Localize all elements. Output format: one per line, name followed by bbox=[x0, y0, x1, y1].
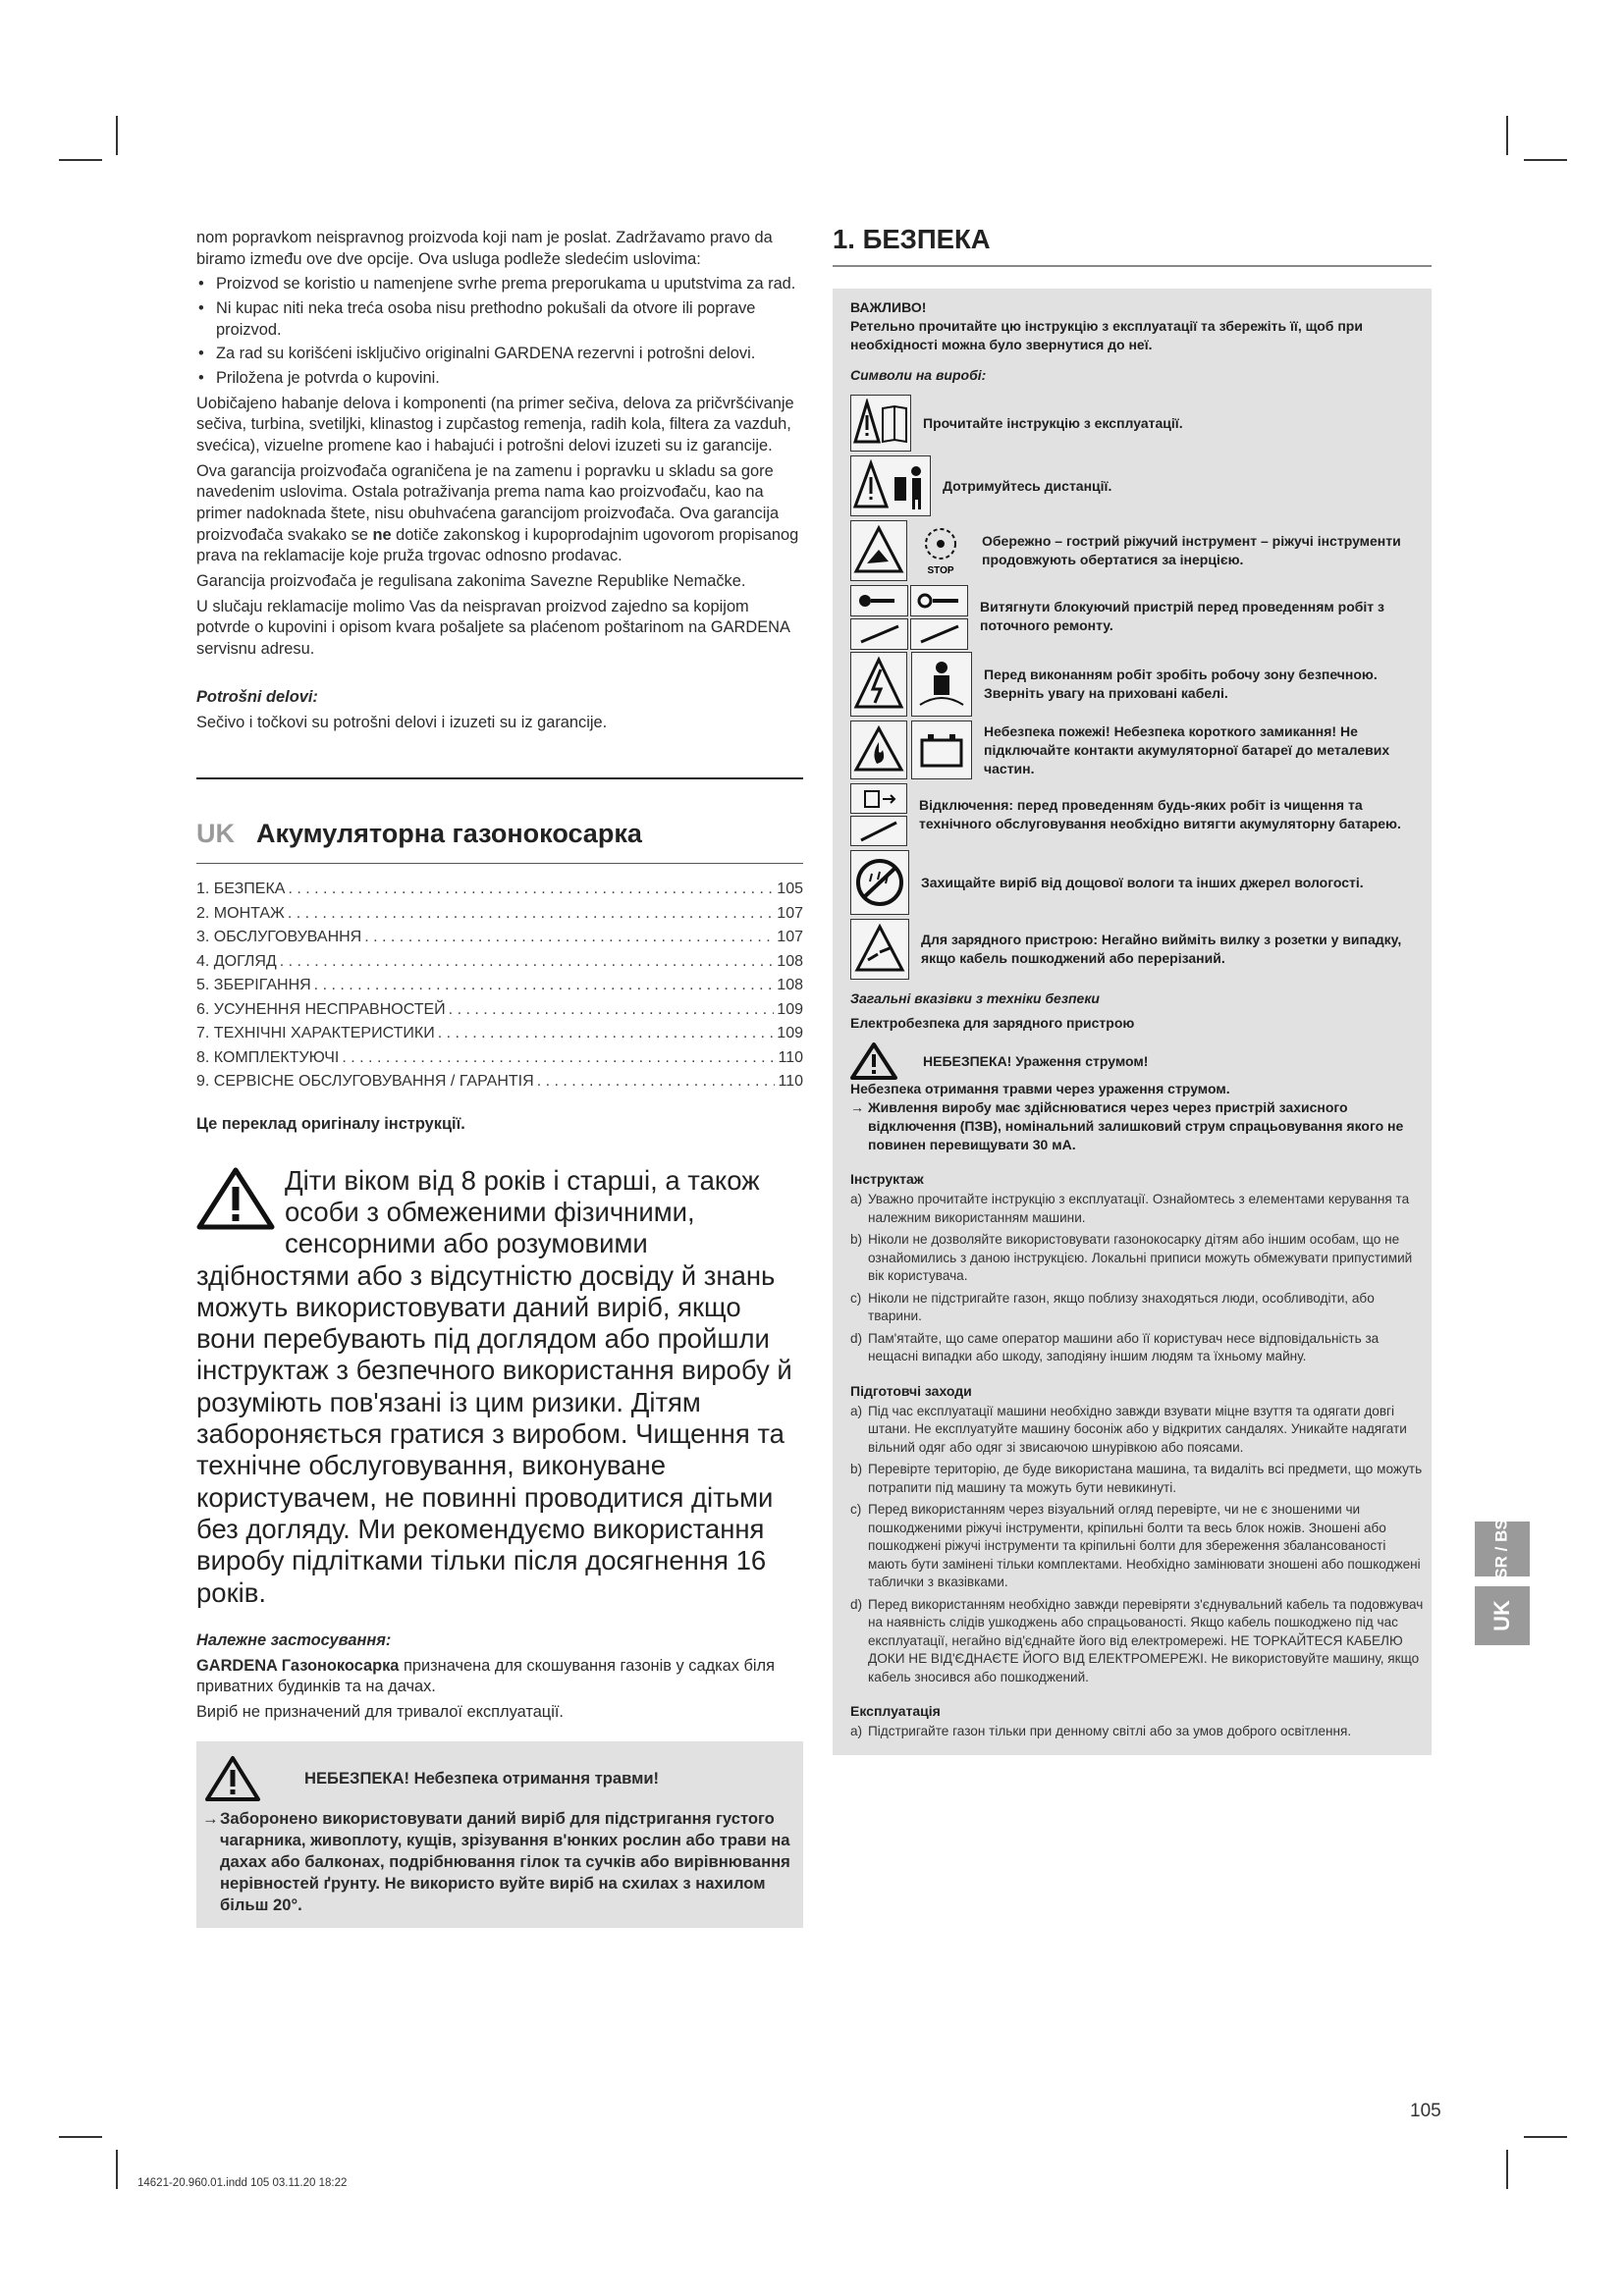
symbol-row: Відключення: перед проведенням будь-яких робіт із чищення та технічного обслуговування необхідно витягти акумуляторну батарею. bbox=[850, 783, 1424, 846]
crop-mark bbox=[1524, 159, 1567, 161]
sharp-blade-icon bbox=[850, 520, 907, 581]
symbol-row: Дотримуйтесь дистанції. bbox=[850, 455, 1424, 516]
crop-mark bbox=[59, 2136, 102, 2138]
list-item: b) Ніколи не дозволяйте використовувати газонокосарку дітям або іншим особам, що не ознайомились з даною інструкцією. Локальні приписи можуть обмежувати припустимий вік користувача. bbox=[850, 1232, 1413, 1284]
stop-blade-icon bbox=[911, 520, 970, 579]
list-item: • Ni kupac niti neka treća osoba nisu prethodno pokušali da otvore ili poprave proizvod. bbox=[196, 298, 803, 341]
page-number: 105 bbox=[1410, 2101, 1441, 2121]
toc-entry[interactable]: 6. УСУНЕННЯ НЕСПРАВНОСТЕЙ . . . 109 bbox=[196, 998, 803, 1023]
symbol-row: Захищайте виріб від дощової вологи та інших джерел вологості. bbox=[850, 850, 1424, 915]
section-divider bbox=[196, 777, 803, 779]
charger-plug-icon bbox=[850, 919, 909, 980]
list-item: a) Уважно прочитайте інструкцію з експлуатації. Ознайомтесь з елементами керування та належним використанням машини. bbox=[850, 1192, 1410, 1225]
tab-sr-bs[interactable]: SR / BS bbox=[1475, 1522, 1530, 1576]
toc-entry[interactable]: 5. ЗБЕРІГАННЯ . . . 108 bbox=[196, 974, 803, 998]
shock-item: → Живлення виробу має здійснюватися через через пристрій захисного відключення (ПЗВ), номінальний залишковий струм спрацьовування якого не повинен перевищувати 30 мА. bbox=[850, 1099, 1404, 1153]
important-label: ВАЖЛИВО! bbox=[850, 299, 927, 315]
toc-entry[interactable]: 9. СЕРВІСНЕ ОБСЛУГОВУВАННЯ / ГАРАНТІЯ . . . 110 bbox=[196, 1070, 803, 1095]
list-item: b) Перевірте територію, де буде використана машина, та видаліть всі предмети, що можуть потрапити під машину та можуть бути невикинуті. bbox=[850, 1462, 1423, 1495]
product-title: Акумуляторна газонокосарка bbox=[256, 818, 642, 848]
list-item: d) Перед використанням необхідно завжди перевіряти з'єднувальний кабель та подовжувач на наявність слідів ушкоджень або спрацьованості. Якщо кабель пошкоджено під час експлуатації, негайно від'єднайте його від електромережі. НЕ ТОРКАЙТЕСЯ КАБЕЛЮ ДОКИ НЕ ВІД'ЄДНАЄТЕ ЙОГО ВІД ЕЛЕКТРОМЕРЕЖІ. Не використовуйте машину, якщо кабель зносився або пошкоджений. bbox=[850, 1596, 1424, 1684]
intended-use-title: Належне застосування: bbox=[196, 1630, 392, 1649]
children-warning: Діти віком від 8 років і старші, а також особи з обмеженими фізичними, сенсорними або розумовими здібностями або з відсутністю досвіду й знань можуть використовувати даний виріб, якщо вони перебувають під доглядом або пройшли інструктаж з безпечного використання виробу й розуміють пов'язані із цим ризики. Дітям забороняється гратися з виробом. Чищення та технічне обслуговування, виконуване користувачем, не повинні проводитися дітьми без догляду. Ми рекомендуємо використання виробу підлітками тільки після досягнення 16 років. bbox=[196, 1164, 792, 1608]
keep-distance-icon bbox=[850, 455, 931, 516]
arrow-icon: → bbox=[850, 1099, 864, 1116]
consumables-title: Potrošni delovi: bbox=[196, 688, 318, 707]
no-rain-icon bbox=[850, 850, 909, 915]
list-item: • Za rad su korišćeni isključivo originalni GARDENA rezervni i potrošni delovi. bbox=[196, 344, 803, 365]
warning-triangle-icon bbox=[850, 1042, 897, 1080]
table-of-contents bbox=[196, 878, 803, 1095]
language-code: UK bbox=[196, 818, 235, 848]
operation-title: Експлуатація bbox=[850, 1703, 941, 1719]
arrow-icon: → bbox=[202, 1808, 219, 1828]
warning-triangle-icon bbox=[204, 1755, 261, 1802]
symbol-row: Небезпека пожежі! Небезпека короткого замикання! Не підключайте контакти акумуляторної батареї до металевих частин. bbox=[850, 721, 1424, 779]
crop-mark bbox=[1524, 2136, 1567, 2138]
law-paragraph: Garancija proizvođača je regulisana zakonima Savezne Republike Nemačke. bbox=[196, 571, 746, 590]
svg-text:STOP: STOP bbox=[927, 565, 954, 577]
instruction-title: Інструктаж bbox=[850, 1171, 924, 1188]
remove-key-icon bbox=[850, 585, 968, 648]
general-safety-title: Загальні вказівки з техніки безпеки bbox=[850, 990, 1100, 1007]
list-item: • Priložena je potvrda o kupovini. bbox=[196, 368, 803, 390]
electro-safety-title: Електробезпека для зарядного пристрою bbox=[850, 1015, 1135, 1032]
danger-box bbox=[196, 1741, 803, 1928]
toc-entry[interactable]: 4. ДОГЛЯД . . . 108 bbox=[196, 950, 803, 975]
crop-mark bbox=[116, 2150, 118, 2189]
list-item: c) Ніколи не підстригайте газон, якщо поблизу знаходяться люди, особливодіти, або тварини. bbox=[850, 1290, 1375, 1324]
fire-battery-icon bbox=[850, 721, 907, 779]
intended-use-text: GARDENA Газонокосарка призначена для скошування газонів у садках біля приватних будинків та на дачах. bbox=[196, 1656, 776, 1696]
left-column bbox=[196, 228, 803, 1928]
danger-text: Заборонено використовувати даний виріб для підстригання густого чагарника, живоплоту, кущів, зрізування в'юнких рослин або трави на дахах або балконах, подрібнювання гілок та сучків або вирівнювання нерівностей ґрунту. Не використо вуйте виріб на схилах з нахилом більш 20°. bbox=[220, 1808, 790, 1914]
list-item: d) Пам'ятайте, що саме оператор машини або її користувач несе відповідальність за нещасні випадки або шкоду, заподіяну іншим людям та їхньому майну. bbox=[850, 1330, 1380, 1364]
consumables-text: Sečivo i točkovi su potrošni delovi i izuzeti su iz garancije. bbox=[196, 714, 608, 732]
shock-text: Небезпека отримання травми через ураження струмом. bbox=[850, 1081, 1230, 1097]
print-footer: 14621-20.960.01.indd 105 03.11.20 18:22 bbox=[137, 2177, 348, 2189]
toc-entry[interactable]: 3. ОБСЛУГОВУВАННЯ . . . 107 bbox=[196, 926, 803, 950]
symbol-row: Прочитайте інструкцію з експлуатації. bbox=[850, 395, 1424, 452]
intended-use-limitation: Виріб не призначений для тривалої експлуатації. bbox=[196, 1702, 564, 1721]
shock-warning: НЕБЕЗПЕКА! Ураження струмом! bbox=[850, 1042, 1424, 1080]
toc-entry[interactable]: 1. БЕЗПЕКА . . . 105 bbox=[196, 878, 803, 902]
warranty-conditions-list bbox=[196, 274, 803, 389]
disconnect-battery-icon bbox=[850, 783, 907, 846]
right-column bbox=[833, 224, 1432, 1755]
section-title: 1. БЕЗПЕКА bbox=[833, 224, 991, 254]
list-item: a) Підстригайте газон тільки при денному світлі або за умов доброго освітлення. bbox=[850, 1724, 1352, 1739]
worker-icon bbox=[911, 652, 972, 717]
claim-paragraph: U slučaju reklamacije molimo Vas da neispravan proizvod zajedno sa kopijom potvrde o kupovini i opisom kvara pošaljete sa plaćenom poštarinom na GARDENA servisnu adresu. bbox=[196, 597, 790, 658]
crop-mark bbox=[1506, 2150, 1508, 2189]
preparation-title: Підготовчі заходи bbox=[850, 1382, 972, 1399]
symbol-row: STOP Обережно – гострий ріжучий інструмент – ріжучі інструменти продовжують обертатися за інерцією. bbox=[850, 520, 1424, 581]
crop-mark bbox=[1506, 116, 1508, 155]
crop-mark bbox=[59, 159, 102, 161]
uk-heading bbox=[196, 817, 803, 852]
read-manual-icon bbox=[850, 395, 911, 452]
tab-uk[interactable]: UK bbox=[1475, 1586, 1530, 1645]
symbol-row: Для зарядного пристрою: Негайно вийміть вилку з розетки у випадку, якщо кабель пошкоджений або перерізаний. bbox=[850, 919, 1424, 980]
toc-entry[interactable]: 8. КОМПЛЕКТУЮЧІ . . . 110 bbox=[196, 1046, 803, 1071]
toc-entry[interactable]: 7. ТЕХНІЧНІ ХАРАКТЕРИСТИКИ . . . 109 bbox=[196, 1022, 803, 1046]
symbol-row: Перед виконанням робіт зробіть робочу зону безпечною. Зверніть увагу на приховані кабелі. bbox=[850, 652, 1424, 717]
battery-icon bbox=[911, 721, 972, 779]
heading-rule bbox=[196, 863, 803, 864]
list-item: c) Перед використанням через візуальний огляд перевірте, чи не є зношеними чи пошкодженими ріжучі інструменти, кріпильні болти та весь блок ножів. Зношені або пошкоджені ріжучі інструменти та кріпильні болти для збереження збалансованості мають бути замінені тільки комплектами. Необхідно замінювати зношені або пошкоджені таблички з вказівками. bbox=[850, 1502, 1421, 1590]
translation-note: Це переклад оригіналу інструкції. bbox=[196, 1114, 465, 1133]
limitation-paragraph: Ova garancija proizvođača ograničena je na zamenu i popravku u skladu sa gore navedenim uslovima. Ostala potraživanja prema nama kao proizvođaču, kao na primer nadoknada štete, nisu obuhvaćena garancijom proizvođača. Ova garancija proizvođača svakako se ne dotiče zakonskog i kupoprodajnim ugovorom propisanog prava na reklamacije koje pruža trgovac odnosno prodavac. bbox=[196, 461, 799, 565]
list-item: a) Під час експлуатації машини необхідно завжди взувати міцне взуття та одягати довгі штани. Не експлуатуйте машину босоніж або у відкритих сандалях. Уникайте надягати вільний одяг або одяг зі звисаючою шнурівкою або поясами. bbox=[850, 1403, 1407, 1455]
safety-box bbox=[833, 289, 1432, 1755]
warning-triangle-icon bbox=[196, 1167, 275, 1230]
important-text: Ретельно прочитайте цю інструкцію з експлуатації та збережіть її, щоб при необхідності можна було звернутися до неї. bbox=[850, 318, 1363, 353]
toc-entry[interactable]: 2. МОНТАЖ . . . 107 bbox=[196, 902, 803, 927]
symbols-title: Символи на виробі: bbox=[850, 367, 987, 384]
list-item: • Proizvod se koristio u namenjene svrhe prema preporukama u uputstvima za rad. bbox=[196, 274, 803, 295]
intro-paragraph: nom popravkom neispravnog proizvoda koji nam je poslat. Zadržavamo pravo da biramo između ove dve opcije. Ova usluga podleže sledećim uslovima: bbox=[196, 229, 773, 268]
hidden-cable-icon bbox=[850, 652, 907, 717]
wear-paragraph: Uobičajeno habanje delova i komponenti (na primer sečiva, delova za pričvršćivanje sečiva, turbina, svetiljki, klinastog i zupčastog remenja, radih kola, filtera za vazduh, svećica), vizuelne promene kao i habajući i potrošni delovi izuzeti su iz garancije. bbox=[196, 394, 794, 454]
crop-mark bbox=[116, 116, 118, 155]
danger-title: НЕБЕЗПЕКА! Небезпека отримання травми! bbox=[304, 1768, 660, 1788]
symbol-row: Витягнути блокуючий пристрій перед проведенням робіт з поточного ремонту. bbox=[850, 585, 1424, 648]
